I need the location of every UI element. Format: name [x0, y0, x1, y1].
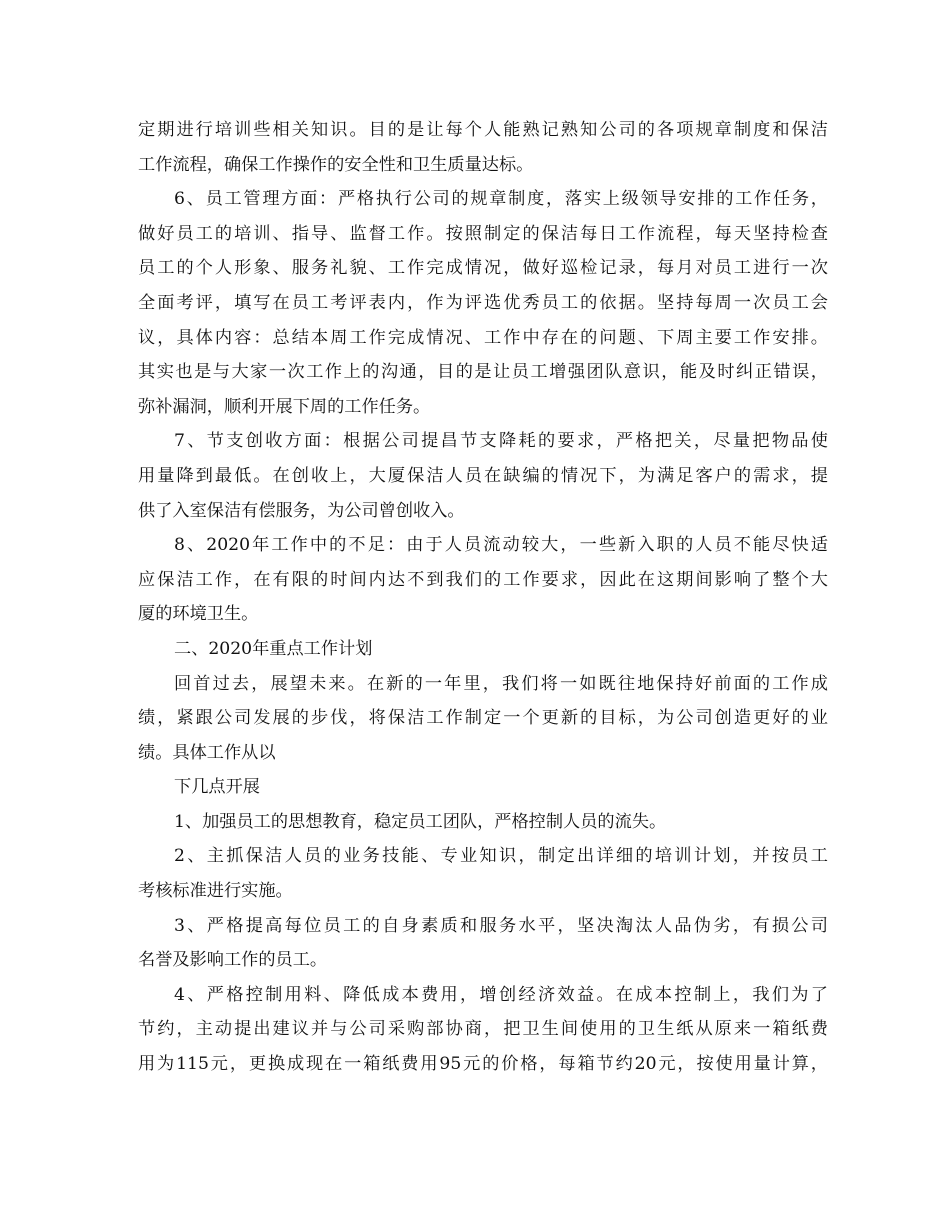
text-line: 1、加强员工的思想教育，稳定员工团队，严格控制人员的流失。	[174, 811, 667, 832]
text-line: 工作流程，确保工作操作的安全性和卫生质量达标。	[138, 154, 534, 175]
text-line: 绩，紧跟公司发展的步伐，将保洁工作制定一个更新的目标，为公司创造更好的业	[138, 708, 828, 729]
text-line: 应保洁工作，在有限的时间内达不到我们的工作要求，因此在这期间影响了整个大	[138, 569, 828, 590]
text-line: 供了入室保洁有偿服务，为公司曾创收入。	[138, 500, 465, 521]
text-line: 做好员工的培训、指导、监督工作。按照制定的保洁每日工作流程，每天坚持检查	[138, 223, 828, 244]
text-line: 8、2020年工作中的不足：由于人员流动较大，一些新入职的人员不能尽快适	[174, 535, 828, 556]
text-line: 议，具体内容：总结本周工作完成情况、工作中存在的问题、下周主要工作安排。	[138, 327, 828, 348]
text-line: 3、严格提高每位员工的自身素质和服务水平，坚决淘汰人品伪劣，有损公司	[174, 915, 828, 936]
text-line: 6、员工管理方面：严格执行公司的规章制度，落实上级领导安排的工作任务，	[174, 189, 828, 210]
text-line: 二、2020年重点工作计划	[174, 638, 373, 659]
text-line: 定期进行培训些相关知识。目的是让每个人能熟记熟知公司的各项规章制度和保洁	[138, 120, 828, 140]
text-line: 考核标准进行实施。	[138, 881, 293, 902]
text-line: 用为115元，更换成现在一箱纸费用95元的价格，每箱节约20元，按使用量计算，	[138, 1054, 828, 1075]
text-line: 全面考评，填写在员工考评表内，作为评选优秀员工的依据。坚持每周一次员工会	[138, 292, 828, 313]
text-line: 7、节支创收方面：根据公司提昌节支降耗的要求，严格把关，尽量把物品使	[174, 431, 828, 452]
text-line: 节约，主动提出建议并与公司采购部协商，把卫生间使用的卫生纸从原来一箱纸费	[138, 1019, 828, 1040]
text-line: 员工的个人形象、服务礼貌、工作完成情况，做好巡检记录，每月对员工进行一次	[138, 258, 828, 279]
text-line: 4、严格控制用料、降低成本费用，增创经济效益。在成本控制上，我们为了	[174, 984, 828, 1005]
text-line: 2、主抓保洁人员的业务技能、专业知识，制定出详细的培训计划，并按员工	[174, 846, 828, 867]
document-body	[138, 113, 828, 1082]
text-line: 厦的环境卫生。	[138, 604, 259, 625]
text-line: 弥补漏洞，顺利开展下周的工作任务。	[138, 396, 431, 417]
text-line: 绩。具体工作从以	[138, 742, 276, 763]
text-line: 回首过去，展望未来。在新的一年里，我们将一如既往地保持好前面的工作成	[174, 673, 828, 694]
text-line: 名誉及影响工作的员工。	[138, 950, 328, 971]
text-line: 用量降到最低。在创收上，大厦保洁人员在缺编的情况下，为满足客户的需求，提	[138, 465, 828, 486]
text-line: 下几点开展	[174, 777, 260, 798]
text-line: 其实也是与大家一次工作上的沟通，目的是让员工增强团队意识，能及时纠正错误，	[138, 362, 828, 383]
